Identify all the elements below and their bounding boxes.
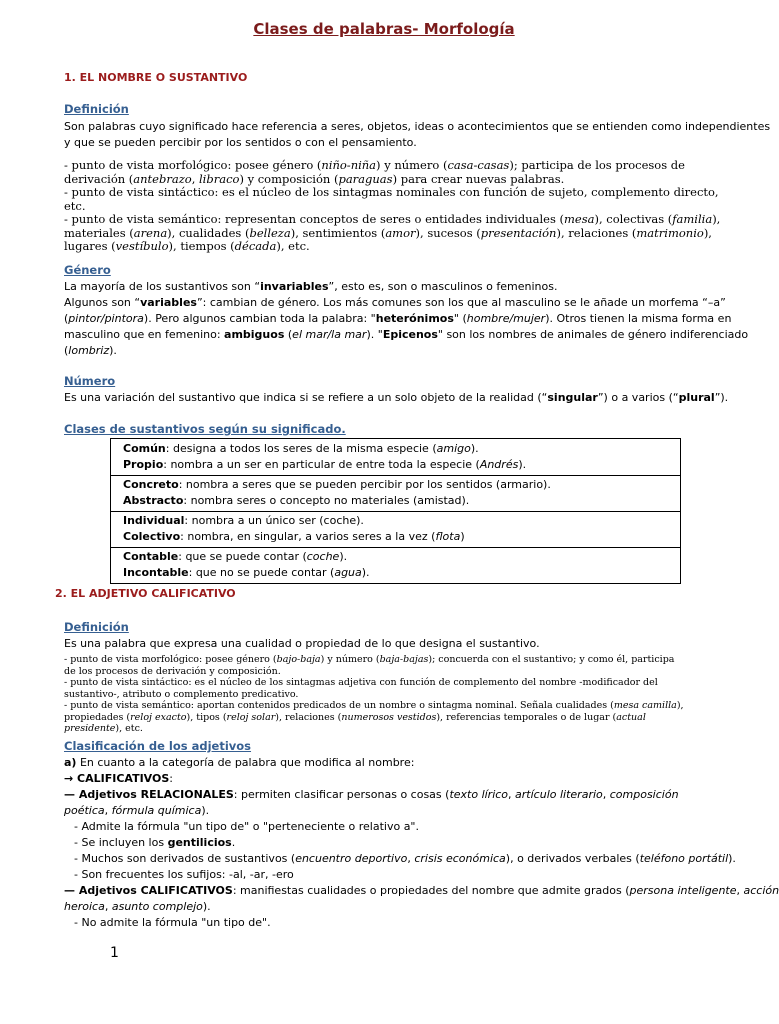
text-line: poética, fórmula química).	[64, 804, 210, 817]
table-cell: Común: designa a todos los seres de la misma especie (amigo).	[123, 442, 479, 455]
table-row	[111, 476, 680, 512]
table-row	[111, 512, 680, 548]
subheading-definicion-nombre: Definición	[64, 102, 129, 116]
nombre-puntos-de-vista	[64, 159, 744, 254]
text-line: (pintor/pintora). Pero algunos cambian toda la palabra: "heterónimos" (hombre/mujer). Otros tienen la misma forma en	[64, 312, 732, 325]
text-line: Son palabras cuyo significado hace referencia a seres, objetos, ideas o acontecimientos que se entienden como independientes	[64, 120, 771, 133]
table-cell: Colectivo: nombra, en singular, a varios seres a la vez (flota)	[123, 530, 465, 543]
text-line: — Adjetivos RELACIONALES: permiten clasificar personas o cosas (texto lírico, artículo literario, composición	[64, 788, 679, 801]
sintactico-line: - punto de vista sintáctico: es el núcleo de los sintagmas adjetiva con función de complemento del nombre -modificador del	[64, 677, 658, 688]
sintactico-line-2: etc.	[64, 198, 86, 213]
semantico-line-3: lugares (vestíbulo), tiempos (década), etc.	[64, 239, 310, 253]
section-heading-nombre: 1. EL NOMBRE O SUSTANTIVO	[64, 71, 248, 84]
clasificacion-adjetivos-text	[64, 755, 779, 931]
document-title: Clases de palabras- Morfología	[253, 20, 515, 38]
list-item: - No admite la fórmula "un tipo de".	[74, 916, 271, 929]
morfologico-line: - punto de vista morfológico: posee género (bajo-baja) y número (baja-bajas); concuerda con el sustantivo; y como él, participa	[64, 654, 675, 665]
text-line: y que se pueden percibir por los sentidos o con el pensamiento.	[64, 136, 417, 149]
subheading-genero: Género	[64, 263, 111, 277]
sintactico-line: - punto de vista sintáctico: es el núcleo de los sintagmas nominales con función de sujeto, complemento directo,	[64, 185, 719, 199]
table-cell: Abstracto: nombra seres o concepto no materiales (amistad).	[123, 494, 470, 507]
table-row	[111, 439, 680, 476]
table-row	[111, 548, 680, 583]
text-line: Es una variación del sustantivo que indica si se refiere a un solo objeto de la realidad (“singular”) o a varios (“plural”).	[64, 391, 729, 404]
genero-text	[64, 279, 749, 359]
definicion-adjetivo-text	[64, 636, 744, 652]
text-line: heroica, asunto complejo).	[64, 900, 211, 913]
list-item: - Muchos son derivados de sustantivos (encuentro deportivo, crisis económica), o derivados verbales (teléfono portátil).	[74, 852, 736, 865]
table-cell: Contable: que se puede contar (coche).	[123, 550, 348, 563]
subheading-numero: Número	[64, 374, 116, 388]
text-line: a) En cuanto a la categoría de palabra que modifica al nombre:	[64, 756, 415, 769]
text-line: (lombriz).	[64, 344, 117, 357]
page-number: 1	[110, 945, 119, 961]
subheading-clases-sustantivos: Clases de sustantivos según su significado.	[64, 422, 346, 436]
morfologico-line-2: derivación (antebrazo, libraco) y composición (paraguas) para crear nuevas palabras.	[64, 171, 565, 186]
table-cell: Propio: nombra a un ser en particular de entre toda la especie (Andrés).	[123, 458, 527, 471]
numero-text	[64, 390, 744, 406]
text-line: Algunos son “variables”: cambian de género. Los más comunes son los que al masculino se le añade un morfema “–a”	[64, 296, 726, 309]
table-cell: Individual: nombra a un único ser (coche).	[123, 514, 364, 527]
text-line: Es una palabra que expresa una cualidad o propiedad de lo que designa el sustantivo.	[64, 637, 540, 650]
section-heading-adjetivo: 2. EL ADJETIVO CALIFICATIVO	[55, 587, 236, 600]
list-item: - Admite la fórmula "un tipo de" o "perteneciente o relativo a".	[74, 820, 419, 833]
semantico-line-2: propiedades (reloj exacto), tipos (reloj solar), relaciones (numerosos vestidos), referencias temporales o de lugar (actual	[64, 711, 646, 723]
morfologico-line-2: de los procesos de derivación y composición.	[64, 665, 281, 677]
subheading-clasificacion-adjetivos: Clasificación de los adjetivos	[64, 739, 252, 753]
text-line: masculino que en femenino: ambiguos (el mar/la mar). "Epicenos" son los nombres de animales de género indiferenciado	[64, 328, 749, 341]
list-item: - Son frecuentes los sufijos: -al, -ar, -ero	[74, 868, 294, 881]
semantico-line: - punto de vista semántico: aportan contenidos predicados de un nombre o sintagma nominal. Señala cualidades (mesa camilla),	[64, 700, 684, 711]
adjetivo-puntos-de-vista	[64, 654, 744, 735]
text-line: La mayoría de los sustantivos son “invariables”, esto es, son o masculinos o femeninos.	[64, 280, 558, 293]
clases-sustantivos-table	[110, 438, 681, 584]
semantico-line-2: materiales (arena), cualidades (belleza), sentimientos (amor), sucesos (presentación), relaciones (matrimonio),	[64, 225, 712, 240]
subheading-definicion-adjetivo: Definición	[64, 620, 129, 634]
semantico-line-3: presidente), etc.	[64, 723, 143, 734]
text-line: — Adjetivos CALIFICATIVOS: manifiestas cualidades o propiedades del nombre que admite grados (persona inteligente, acción	[64, 884, 779, 897]
sintactico-line-2: sustantivo-, atributo o complemento predicativo.	[64, 688, 299, 700]
table-cell: Incontable: que no se puede contar (agua).	[123, 566, 370, 579]
morfologico-line: - punto de vista morfológico: posee género (niño-niña) y número (casa-casas); participa de los procesos de	[64, 158, 685, 172]
definicion-nombre-text	[64, 119, 771, 151]
semantico-line: - punto de vista semántico: representan conceptos de seres o entidades individuales (mesa), colectivas (familia),	[64, 212, 721, 226]
table-cell: Concreto: nombra a seres que se pueden percibir por los sentidos (armario).	[123, 478, 551, 491]
text-line: → CALIFICATIVOS:	[64, 772, 173, 785]
list-item: - Se incluyen los gentilicios.	[74, 836, 236, 849]
